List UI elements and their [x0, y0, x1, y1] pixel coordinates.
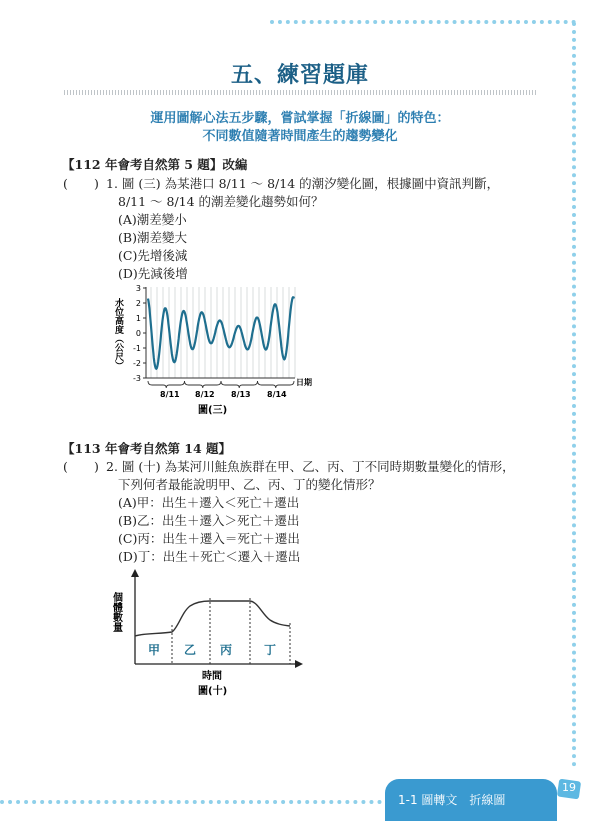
tide-y-tick-label: 1 — [135, 314, 141, 323]
q1-option-d: (D)先減後增 — [118, 266, 188, 281]
date-label-8-13: 8/13 — [231, 390, 251, 399]
population-y-label: 個體數量 — [110, 592, 122, 632]
population-figure — [110, 568, 310, 703]
top-dotted-border — [270, 20, 576, 24]
population-x-label: 時間 — [202, 671, 222, 682]
footer-label: 1-1 圖轉文 折線圖 — [398, 793, 506, 807]
tide-y-ticks — [133, 284, 146, 383]
q1-answer-paren-close: ) — [94, 176, 99, 191]
tide-vertical-grid — [151, 287, 295, 378]
q1-option-a: (A)潮差變小 — [118, 212, 187, 227]
population-curve — [135, 601, 290, 636]
period-ding: 丁 — [264, 643, 277, 657]
tide-y-tick-label: 2 — [135, 299, 141, 308]
date-label-8-11: 8/11 — [160, 390, 180, 399]
page-number: 19 — [562, 781, 576, 794]
q1-stem-line-2: 8/11 ～ 8/14 的潮差變化趨勢如何？ — [118, 194, 324, 209]
q2-option-a: (A)甲：出生＋遷入＜死亡＋遷出 — [118, 495, 300, 510]
date-label-8-14: 8/14 — [267, 390, 287, 399]
date-bracket — [148, 381, 185, 388]
tide-curve — [148, 297, 294, 368]
section-title: 五、練習題庫 — [230, 63, 369, 88]
x-axis-arrow-icon — [295, 660, 303, 668]
figure-10-caption: 圖(十) — [198, 686, 228, 697]
tide-figure — [110, 284, 320, 419]
tide-x-label: 日期 — [296, 378, 312, 387]
q1-stem-line-1: 1. 圖 (三) 為某港口 8/11 ～ 8/14 的潮汐變化圖，根據圖中資訊判斷， — [106, 176, 500, 191]
title-divider — [64, 90, 537, 95]
period-bing: 丙 — [220, 643, 233, 657]
q1-source-header: 【112 年會考自然第 5 題】改編 — [62, 157, 248, 172]
tide-y-label: 水位高度（公尺） — [113, 298, 123, 370]
period-jia: 甲 — [148, 643, 161, 657]
q2-stem-line-2: 下列何者最能說明甲、乙、丙、丁的變化情形？ — [118, 477, 381, 492]
date-bracket — [258, 381, 295, 388]
q2-option-b: (B)乙：出生＋遷入＞死亡＋遷出 — [118, 513, 300, 528]
tide-y-tick-label: 3 — [135, 284, 141, 293]
q2-answer-paren-open: ( — [63, 459, 68, 474]
date-bracket — [221, 381, 258, 388]
q1-option-c: (C)先增後減 — [118, 248, 188, 263]
tide-y-tick-label: 0 — [135, 329, 141, 338]
q1-answer-paren-open: ( — [63, 176, 68, 191]
period-yi: 乙 — [184, 643, 197, 657]
q2-option-c: (C)丙：出生＋遷入＝死亡＋遷出 — [118, 531, 300, 546]
q2-option-d: (D)丁：出生＋死亡＜遷入＋遷出 — [118, 549, 301, 564]
bottom-dotted-border — [0, 800, 390, 804]
subtitle-line-1: 運用圖解心法五步驟，嘗試掌握「折線圖」的特色： — [150, 111, 450, 126]
y-axis-arrow-icon — [131, 569, 139, 577]
tide-y-tick-label: -2 — [133, 359, 141, 368]
tide-y-tick-label: -1 — [133, 344, 141, 353]
q2-answer-paren-close: ) — [94, 459, 99, 474]
q2-source-header: 【113 年會考自然第 14 題】 — [62, 441, 232, 456]
date-bracket — [185, 381, 222, 388]
date-label-8-12: 8/12 — [195, 390, 215, 399]
q2-stem-line-1: 2. 圖 (十) 為某河川鮭魚族群在甲、乙、丙、丁不同時期數量變化的情形， — [106, 459, 515, 474]
subtitle-line-2: 不同數值隨著時間產生的趨勢變化 — [202, 129, 398, 144]
q1-option-b: (B)潮差變大 — [118, 230, 187, 245]
figure-3-caption: 圖(三) — [198, 405, 228, 416]
date-brackets — [148, 381, 294, 388]
tide-y-tick-label: -3 — [133, 374, 141, 383]
